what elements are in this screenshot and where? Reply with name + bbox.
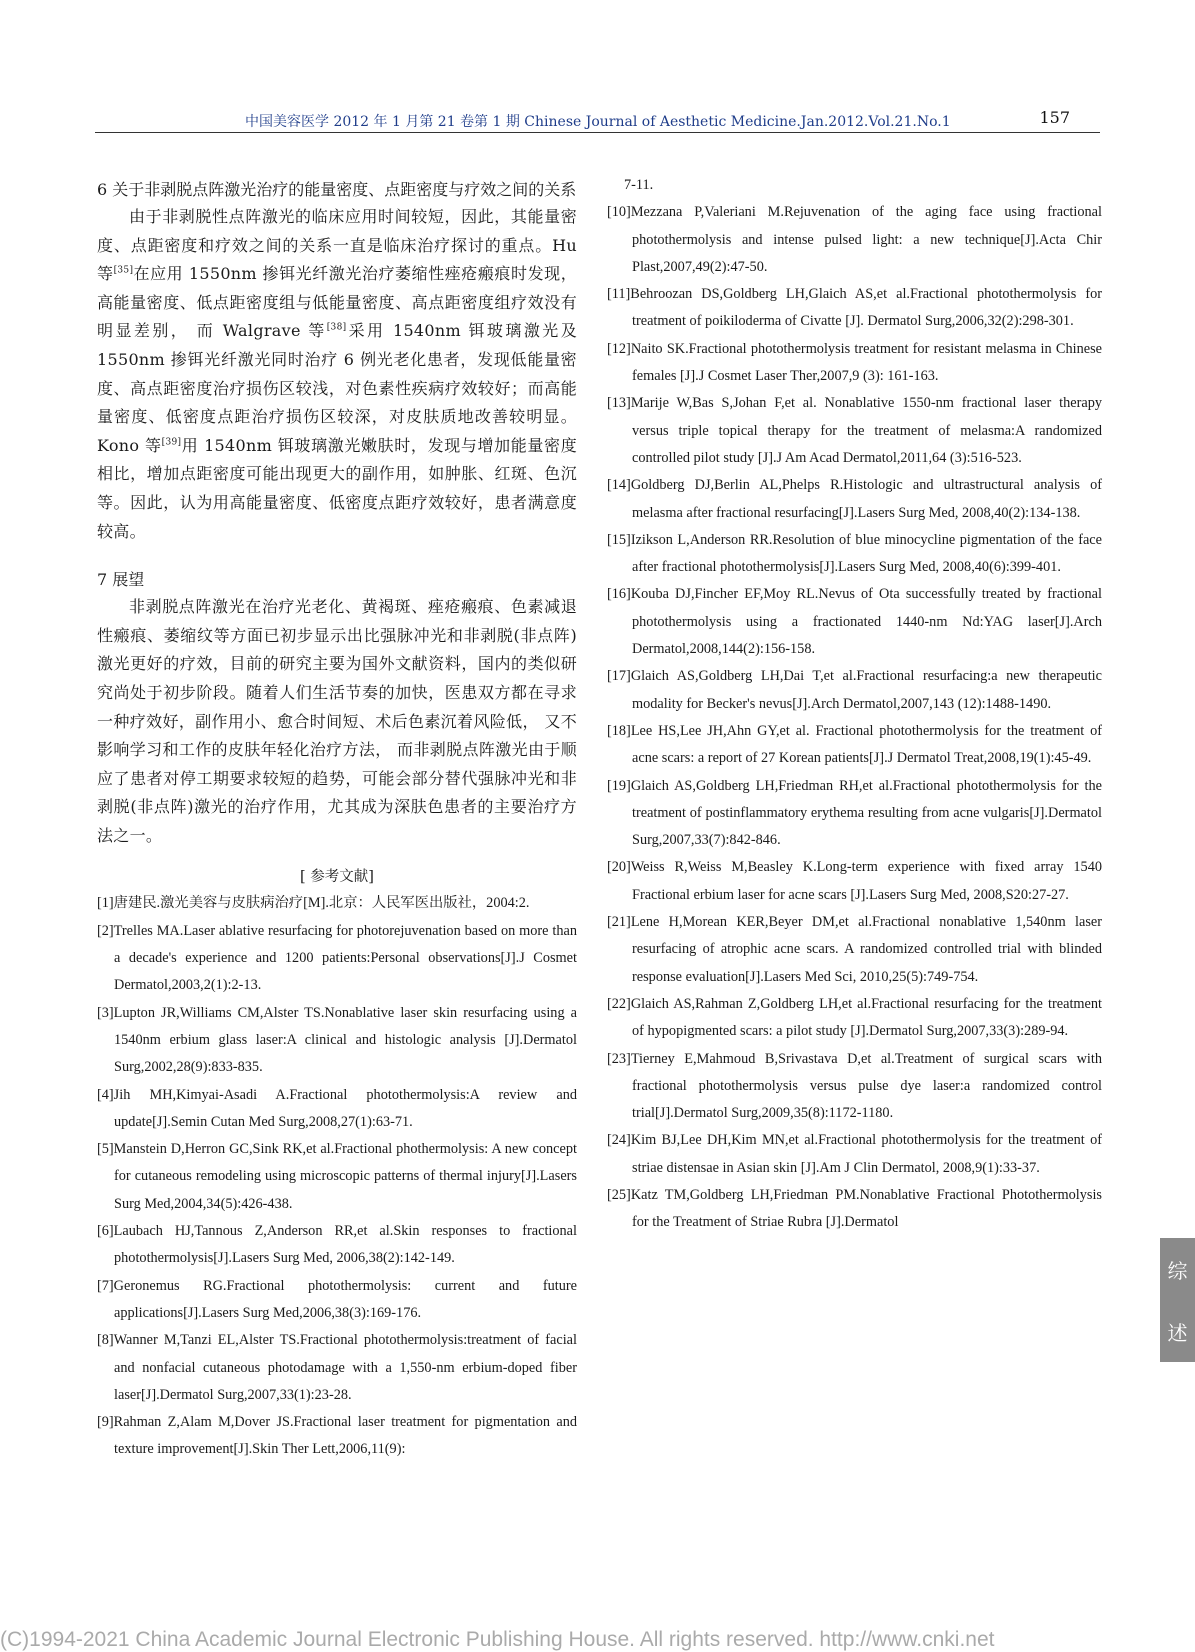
reference-item: [18]Lee HS,Lee JH,Ahn GY,et al. Fractional photothermolysis for the treatment of acne scars: a report of 27 Korean patients[J].J Dermatol Treat,2008,19(1):45-49.	[607, 722, 1102, 767]
reference-item: [11]Behroozan DS,Goldberg LH,Glaich AS,et al.Fractional photothermolysis for treatment of poikiloderma of Civatte [J]. Dermatol Surg,2006,32(2):298-301.	[607, 286, 1102, 330]
reference-item: [19]Glaich AS,Goldberg LH,Friedman RH,et al.Fractional photothermolysis for the treatment of postinflammatory erythema resulting from acne vulgaris[J].Dermatol Surg,2007,33(7):842-846.	[607, 777, 1102, 849]
citation-sup: [35]	[113, 265, 134, 276]
copyright-footer: (C)1994-2021 China Academic Journal Electronic Publishing House. All rights reserved. http://www.cnki.net	[0, 1628, 995, 1651]
citation-sup: [38]	[326, 323, 347, 334]
reference-item: [8]Wanner M,Tanzi EL,Alster TS.Fractional photothermolysis:treatment of facial and nonfacial cutaneous photodamage with a 1,550-nm erbium-doped fiber laser[J].Dermatol Surg,2007,33(1):23-28.	[97, 1332, 577, 1403]
text-run: 用 1540nm 铒玻璃激光嫩肤时，发现与增加能量密度相比，增加点距密度可能出现更大的副作用，如肿胀、红斑、色沉等。因此，认为用高能量密度、低密度点距疗效较好，患者满意度较高。	[97, 435, 578, 541]
reference-item: [13]Marije W,Bas S,Johan F,et al. Nonablative 1550-nm fractional laser therapy versus triple topical therapy for the treatment of melasma:A randomized controlled pilot study [J].J Am Acad Dermatol,2011,64 (3):516-523.	[607, 395, 1102, 466]
text-run: 采用 1540nm 铒玻璃激光及 1550nm 掺铒光纤激光同时治疗 6 例光老化患者，发现低能量密度、高点距密度治疗损伤区较浅，对色素性疾病疗效较好；而高能量密度、低密度点距治疗损伤区较深，对皮肤质地改善较明显。Kono 等	[97, 321, 578, 455]
reference-item: [6]Laubach HJ,Tannous Z,Anderson RR,et al.Skin responses to fractional photothermolysis[J].Lasers Surg Med, 2006,38(2):142-149.	[97, 1223, 577, 1267]
references-heading: [ 参考文献]	[300, 869, 374, 886]
section-6-title: 6 关于非剥脱点阵激光治疗的能量密度、点距密度与疗效之间的关系	[97, 180, 577, 199]
reference-item: [14]Goldberg DJ,Berlin AL,Phelps R.Histologic and ultrastructural analysis of melasma after fractional resurfacing[J].Lasers Surg Med, 2008,40(2):134-138.	[607, 477, 1102, 521]
reference-item: [3]Lupton JR,Williams CM,Alster TS.Nonablative laser skin resurfacing using a 1540nm erbium glass laser:A clinical and histologic analysis [J].Dermatol Surg,2002,28(9):833-835.	[97, 1004, 577, 1076]
page-number: 157	[1039, 108, 1070, 127]
reference-item: [2]Trelles MA.Laser ablative resurfacing for photorejuvenation based on more than a decade's experience and 1200 patients:Personal observations[J].J Cosmet Dermatol,2003,2(1):2-13.	[97, 922, 577, 994]
journal-citation: 中国美容医学 2012 年 1 月第 21 卷第 1 期 Chinese Journal of Aesthetic Medicine.Jan.2012.Vol.21.No.1	[245, 114, 951, 130]
section-6-paragraph	[97, 203, 577, 546]
section-tab	[1160, 1238, 1195, 1362]
reference-item: [20]Weiss R,Weiss M,Beasley K.Long-term experience with fixed array 1540 Fractional erbium laser for acne scars [J].Lasers Surg Med, 2008,S20:27-27.	[607, 859, 1102, 903]
section-7-paragraph: 非剥脱点阵激光在治疗光老化、黄褐斑、痤疮瘢痕、色素减退性瘢痕、萎缩纹等方面已初步显示出比强脉冲光和非剥脱(非点阵)激光更好的疗效，目前的研究主要为国外文献资料，国内的类似研究尚处于初步阶段。随着人们生活节奏的加快，医患双方都在寻求一种疗效好，副作用小、愈合时间短、术后色素沉着风险低， 又不影响学习和工作的皮肤年轻化治疗方法， 而非剥脱点阵激光由于顺应了患者对停工期要求较短的趋势，可能会部分替代强脉冲光和非剥脱(非点阵)激光的治疗作用，尤其成为深肤色患者的主要治疗方法之一。	[97, 597, 577, 845]
reference-item: [4]Jih MH,Kimyai-Asadi A.Fractional photothermolysis:A review and update[J].Semin Cutan Med Surg,2008,27(1):63-71.	[97, 1086, 577, 1130]
section-7-title: 7 展望	[97, 570, 145, 590]
reference-item: [17]Glaich AS,Goldberg LH,Dai T,et al.Fractional resurfacing:a new therapeutic modality for Becker's nevus[J].Arch Dermatol,2007,143 (12):1488-1490.	[607, 668, 1102, 712]
references-list-right	[607, 199, 1102, 1236]
reference-item: [23]Tierney E,Mahmoud B,Srivastava D,et al.Treatment of surgical scars with fractional photothermolysis versus pulse dye laser:a randomized control trial[J].Dermatol Surg,2009,35(8):1172-1180.	[607, 1050, 1102, 1122]
references-list-left	[97, 890, 577, 1463]
tab-char: 述	[1167, 1320, 1188, 1345]
right-column	[607, 172, 1102, 1237]
citation-sup: [39]	[161, 437, 182, 448]
tab-char: 综	[1167, 1258, 1188, 1283]
reference-item: [10]Mezzana P,Valeriani M.Rejuvenation of the aging face using fractional photothermolysis and intense pulsed light: a new technique[J].Acta Chir Plast,2007,49(2):47-50.	[607, 204, 1102, 275]
reference-continuation: 7-11.	[624, 177, 654, 193]
reference-item: [9]Rahman Z,Alam M,Dover JS.Fractional laser treatment for pigmentation and texture improvement[J].Skin Ther Lett,2006,11(9):	[97, 1414, 577, 1458]
reference-item: [12]Naito SK.Fractional photothermolysis treatment for resistant melasma in Chinese females [J].J Cosmet Laser Ther,2007,9 (3): 161-163.	[607, 340, 1102, 385]
reference-item: [21]Lene H,Morean KER,Beyer DM,et al.Fractional nonablative 1,540nm laser resurfacing of atrophic acne scars. A randomized controlled trial with blinded response evaluation[J].Lasers Med Sci, 2010,25(5):749-754.	[607, 914, 1102, 985]
reference-item: [15]Izikson L,Anderson RR.Resolution of blue minocycline pigmentation of the face after fractional photothermolysis[J].Lasers Surg Med, 2008,40(6):399-401.	[607, 531, 1102, 576]
running-header	[95, 108, 1100, 133]
text-run: 在应用 1550nm 掺铒光纤激光治疗萎缩性痤疮瘢痕时发现，高能量密度、低点距密度组与低能量密度、高点距密度组疗效没有明显差别， 而 Walgrave 等	[97, 264, 577, 341]
reference-item: [24]Kim BJ,Lee DH,Kim MN,et al.Fractional photothermolysis for the treatment of striae distensae in Asian skin [J].Am J Clin Dermatol, 2008,9(1):33-37.	[607, 1132, 1102, 1176]
reference-item: [1]唐建民.激光美容与皮肤病治疗[M].北京：人民军医出版社，2004:2.	[97, 895, 530, 912]
left-column	[97, 176, 577, 1464]
text-run: 由于非剥脱性点阵激光的临床应用时间较短，因此，其能量密度、点距密度和疗效之间的关系一直是临床治疗探讨的重点。Hu 等	[97, 207, 577, 284]
reference-item: [22]Glaich AS,Rahman Z,Goldberg LH,et al.Fractional resurfacing for the treatment of hypopigmented scars: a pilot study [J].Dermatol Surg,2007,33(3):289-94.	[607, 995, 1102, 1040]
reference-item: [5]Manstein D,Herron GC,Sink RK,et al.Fractional phothermolysis: A new concept for cutaneous remodeling using microscopic patterns of thermal injury[J].Lasers Surg Med,2004,34(5):426-438.	[97, 1141, 577, 1212]
reference-item: [16]Kouba DJ,Fincher EF,Moy RL.Nevus of Ota successfully treated by fractional photothermolysis using a fractionated 1440-nm Nd:YAG laser[J].Arch Dermatol,2008,144(2):156-158.	[607, 586, 1102, 658]
reference-item: [7]Geronemus RG.Fractional photothermolysis: current and future applications[J].Lasers Surg Med,2006,38(3):169-176.	[97, 1277, 577, 1321]
reference-item: [25]Katz TM,Goldberg LH,Friedman PM.Nonablative Fractional Photothermolysis for the Treatment of Striae Rubra [J].Dermatol	[607, 1186, 1102, 1231]
